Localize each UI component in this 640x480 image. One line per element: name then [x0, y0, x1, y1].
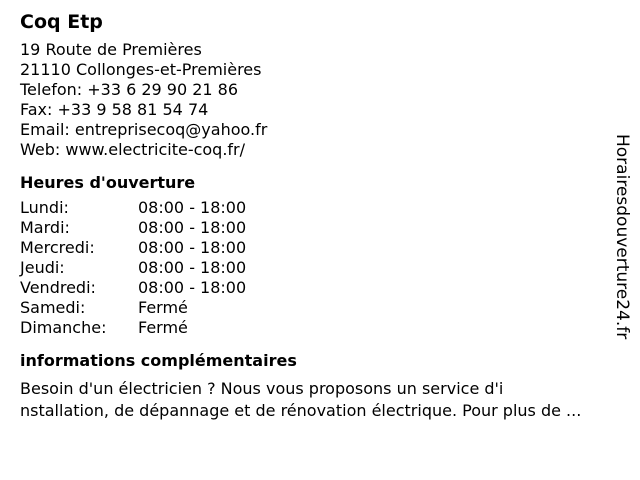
- time-value: 08:00 - 18:00: [138, 238, 247, 257]
- hours-row-saturday: [20, 298, 610, 318]
- day-label: Vendredi:: [20, 278, 96, 297]
- day-label: Lundi:: [20, 198, 69, 217]
- business-card: [20, 8, 610, 422]
- time-value: Fermé: [138, 298, 188, 317]
- info-description: [20, 378, 632, 422]
- hours-row-thursday: [20, 258, 610, 278]
- time-value: 08:00 - 18:00: [138, 198, 247, 217]
- hours-table: [20, 198, 610, 338]
- site-watermark: Horairesdouverture24.fr: [612, 134, 632, 340]
- hours-row-monday: [20, 198, 610, 218]
- business-name: Coq Etp: [20, 11, 103, 33]
- address-line-1: 19 Route de Premières: [20, 40, 202, 59]
- hours-row-friday: [20, 278, 610, 298]
- time-value: 08:00 - 18:00: [138, 258, 247, 277]
- day-label: Mardi:: [20, 218, 70, 237]
- address-line-2: 21110 Collonges-et-Premières: [20, 60, 262, 79]
- website: Web: www.electricite-coq.fr/: [20, 140, 246, 159]
- day-label: Dimanche:: [20, 318, 107, 337]
- fax-number: Fax: +33 9 58 81 54 74: [20, 100, 209, 119]
- hours-row-sunday: [20, 318, 610, 338]
- day-label: Mercredi:: [20, 238, 95, 257]
- time-value: 08:00 - 18:00: [138, 218, 247, 237]
- email-address: Email: entreprisecoq@yahoo.fr: [20, 120, 268, 139]
- time-value: Fermé: [138, 318, 188, 337]
- info-line-1: Besoin d'un électricien ? Nous vous proposons un service d'i: [20, 379, 504, 398]
- day-label: Jeudi:: [20, 258, 65, 277]
- phone-number: Telefon: +33 6 29 90 21 86: [20, 80, 239, 99]
- info-line-2: nstallation, de dépannage et de rénovation électrique. Pour plus de ...: [20, 401, 582, 420]
- day-label: Samedi:: [20, 298, 86, 317]
- time-value: 08:00 - 18:00: [138, 278, 247, 297]
- hours-row-wednesday: [20, 238, 610, 258]
- hours-heading: Heures d'ouverture: [20, 173, 196, 192]
- hours-row-tuesday: [20, 218, 610, 238]
- info-heading: informations complémentaires: [20, 351, 297, 370]
